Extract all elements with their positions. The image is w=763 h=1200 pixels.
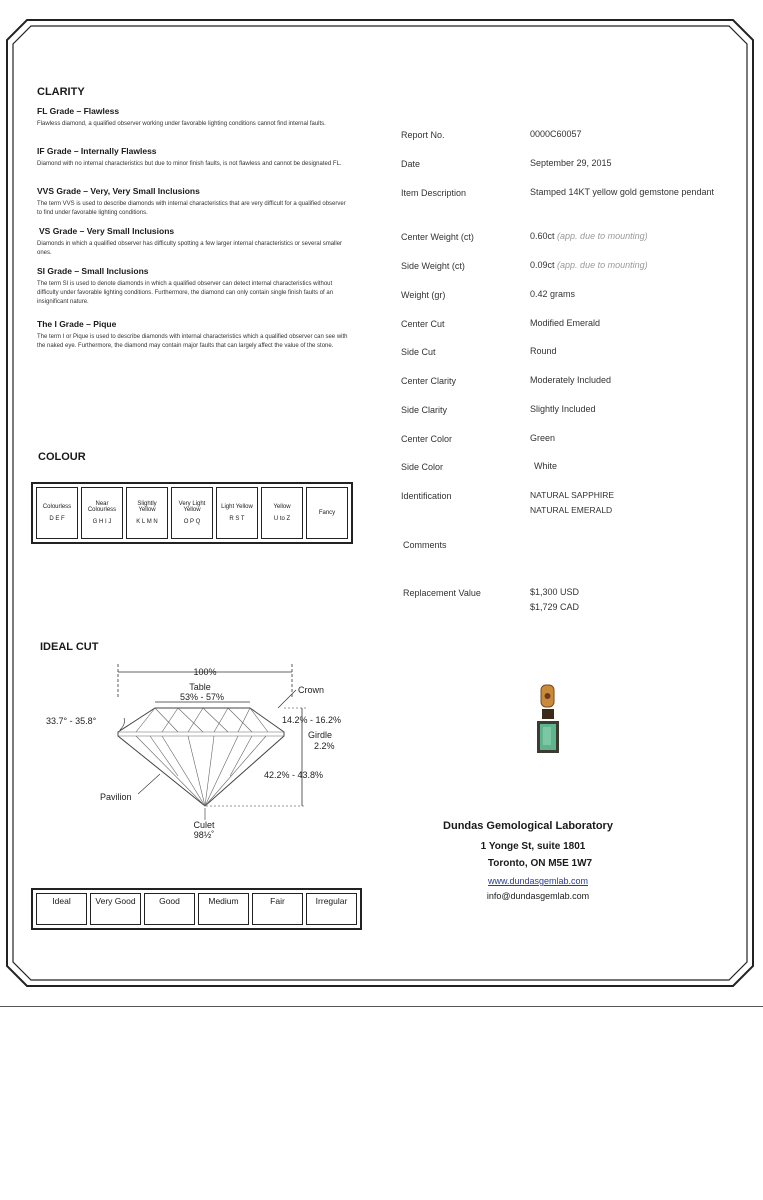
grade-fl-text: Flawless diamond, a qualified observer working under favorable lighting conditions cannot find internal faults.: [37, 121, 326, 127]
label-culet: Culet: [193, 820, 215, 830]
label-crown: Crown: [298, 685, 325, 695]
date-label: Date: [401, 159, 421, 169]
label-girdle: Girdle: [308, 730, 333, 740]
cut-grade-cell: Medium: [198, 893, 249, 925]
label-pavilion-depth: 42.2% - 43.8%: [264, 770, 324, 780]
colour-name: Fancy: [318, 510, 336, 516]
colour-scale-table: [31, 482, 353, 544]
diamond-proportions-diagram: [38, 658, 358, 843]
side-clarity-label: Side Clarity: [401, 405, 448, 415]
lab-address-2: Toronto, ON M5E 1W7: [487, 858, 593, 869]
colour-name: Near Colourless: [87, 501, 117, 513]
center-cut-value: Modified Emerald: [530, 318, 601, 328]
side-color-value: White: [534, 461, 558, 471]
weight-gr-label: Weight (gr): [401, 290, 446, 300]
side-weight-note: (app. due to mounting): [557, 260, 648, 270]
cut-grade-cell: Ideal: [36, 893, 87, 925]
center-weight-value: 0.60ct: [530, 231, 555, 241]
colour-cell: [216, 487, 258, 539]
identification-label: Identification: [401, 491, 452, 501]
item-description-value: Stamped 14KT yellow gold gemstone pendant: [530, 187, 714, 197]
colour-grades: G H I J: [92, 519, 112, 525]
colour-cell: [261, 487, 303, 539]
grade-i-text: The term I or Pique is used to describe diamonds with internal characteristics which a qualified observer can see with the naked eye. Furthermore, the diamond may contain major faults that can largely affect the value of the stone.: [37, 334, 348, 349]
colour-grades: O P Q: [183, 519, 201, 525]
pendant-photo: [528, 683, 568, 763]
center-color-value: Green: [530, 433, 556, 443]
colour-grades: D E F: [49, 516, 65, 522]
cut-grade-cell: Very Good: [90, 893, 141, 925]
weight-gr-value: 0.42 grams: [530, 289, 576, 299]
grade-i-heading: The I Grade – Pique: [37, 319, 117, 329]
grade-vvs-text: The term VVS is used to describe diamonds with internal characteristics that are very difficult for a qualified observer to find under favorable lighting conditions.: [37, 201, 346, 216]
lab-email: info@dundasgemlab.com: [486, 891, 590, 901]
item-description-label: Item Description: [401, 188, 467, 198]
cut-grade-cell: Good: [144, 893, 195, 925]
center-cut-label: Center Cut: [401, 319, 445, 329]
side-weight-value: 0.09ct: [530, 260, 555, 270]
page-divider: [0, 1006, 763, 1007]
report-no-value: 0000C60057: [530, 129, 582, 139]
date-value: September 29, 2015: [530, 158, 612, 168]
side-cut-value: Round: [530, 346, 557, 356]
comments-label: Comments: [403, 540, 447, 550]
side-weight-label: Side Weight (ct): [401, 261, 465, 271]
colour-name: Very Light Yellow: [178, 501, 206, 513]
side-clarity-value: Slightly Included: [530, 404, 596, 414]
label-girdle-pct: 2.2%: [314, 741, 335, 751]
replacement-value-cad: $1,729 CAD: [530, 602, 580, 612]
ideal-cut-title: IDEAL CUT: [40, 641, 99, 653]
side-cut-label: Side Cut: [401, 347, 436, 357]
colour-name: Slightly Yellow: [137, 501, 157, 513]
report-no-label: Report No.: [401, 130, 445, 140]
colour-title: COLOUR: [38, 451, 86, 463]
lab-address-1: 1 Yonge St, suite 1801: [480, 841, 586, 852]
label-100pct: 100%: [193, 667, 217, 677]
grade-si-text: The term SI is used to denote diamonds in which a qualified observer can detect internal characteristics without difficulty under favorable lighting conditions. Furthermore, the diamond can only contain single finish faults of an insignificant nature.: [37, 281, 334, 305]
colour-cell: [171, 487, 213, 539]
grade-si-heading: SI Grade – Small Inclusions: [37, 266, 149, 276]
colour-name: Light Yellow: [221, 504, 253, 510]
colour-name: Colourless: [42, 504, 72, 510]
identification-value-1: NATURAL SAPPHIRE: [530, 490, 615, 500]
cut-grade-cell: Irregular: [306, 893, 357, 925]
label-crown-angle: 33.7° - 35.8°: [46, 716, 97, 726]
grade-vs-heading: VS Grade – Very Small Inclusions: [39, 226, 175, 236]
colour-name: Yellow: [273, 504, 291, 510]
lab-name: Dundas Gemological Laboratory: [443, 820, 613, 832]
label-table: Table: [189, 682, 211, 692]
side-color-label: Side Color: [401, 462, 444, 472]
clarity-title: CLARITY: [37, 86, 85, 98]
grade-fl-heading: FL Grade – Flawless: [37, 106, 120, 116]
lab-website-link[interactable]: www.dundasgemlab.com: [487, 876, 589, 886]
grade-vs-text: Diamonds in which a qualified observer has difficulty spotting a few larger internal characteristics or several smaller ones.: [37, 241, 343, 256]
identification-value-2: NATURAL EMERALD: [530, 505, 613, 515]
grade-vvs-heading: VVS Grade – Very, Very Small Inclusions: [37, 186, 200, 196]
center-color-label: Center Color: [401, 434, 453, 444]
colour-cell: [126, 487, 168, 539]
label-pavilion: Pavilion: [100, 792, 132, 802]
colour-grades: U to Z: [273, 516, 291, 522]
colour-cell: [36, 487, 78, 539]
colour-grades: K L M N: [136, 519, 158, 525]
replacement-value-label: Replacement Value: [403, 588, 481, 598]
replacement-value-usd: $1,300 USD: [530, 587, 580, 597]
colour-cell: [306, 487, 348, 539]
center-weight-note: (app. due to mounting): [557, 231, 648, 241]
label-table-range: 53% - 57%: [179, 692, 225, 702]
center-clarity-value: Moderately Included: [530, 375, 612, 385]
colour-cell: [81, 487, 123, 539]
grade-if-text: Diamond with no internal characteristics but due to minor finish faults, is not flawless and cannot be designated FL.: [37, 161, 342, 167]
cut-grade-cell: Fair: [252, 893, 303, 925]
center-weight-label: Center Weight (ct): [401, 232, 474, 242]
label-crown-height: 14.2% - 16.2%: [282, 715, 342, 725]
colour-grades: R S T: [229, 516, 245, 522]
label-culet-pct: 98½˚: [193, 830, 215, 840]
cut-grade-table: [31, 888, 362, 930]
grade-if-heading: IF Grade – Internally Flawless: [37, 146, 157, 156]
center-clarity-label: Center Clarity: [401, 376, 457, 386]
